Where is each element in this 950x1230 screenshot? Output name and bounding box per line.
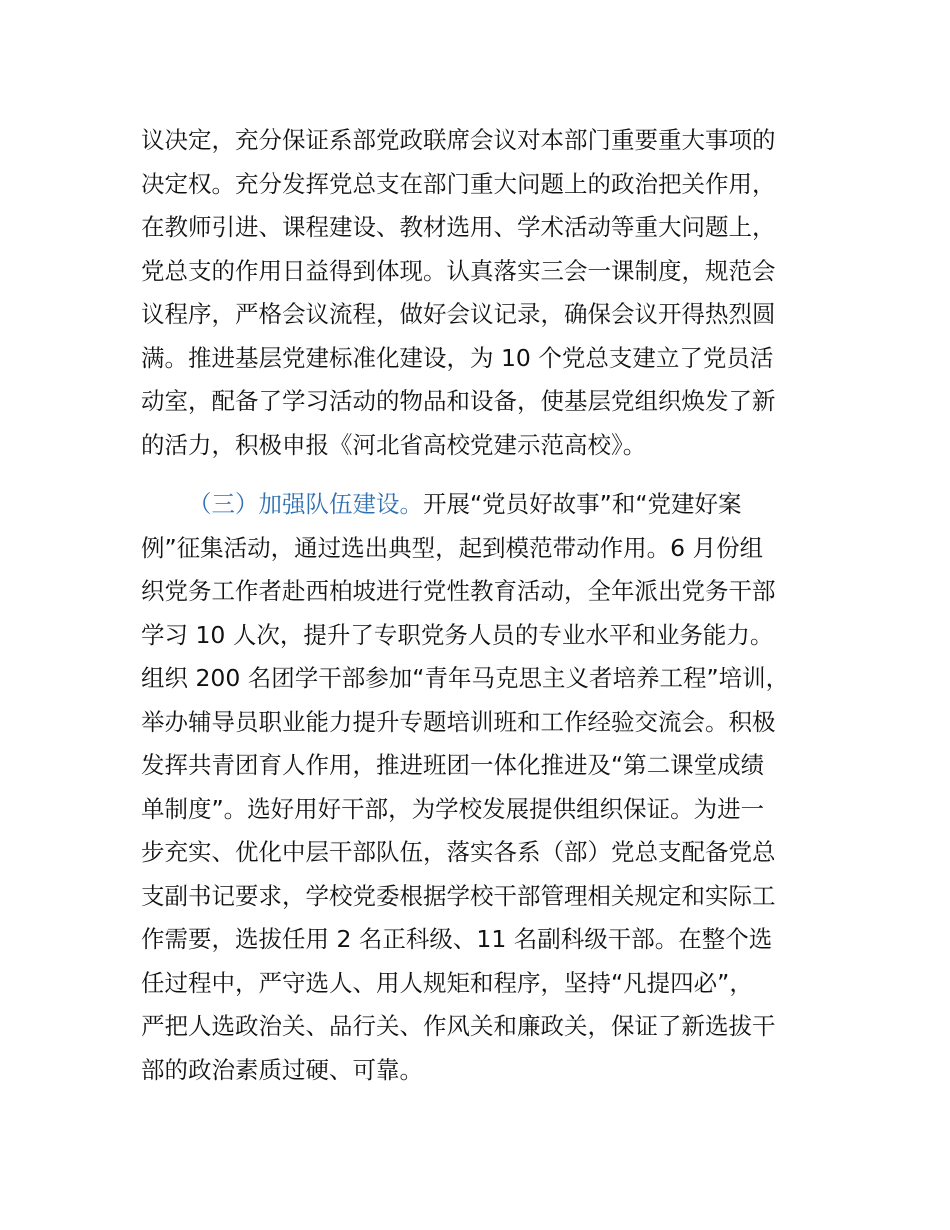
- paragraph-2-line-5: 组织 200 名团学干部参加“青年马克思主义者培养工程”培训，: [141, 664, 790, 692]
- paragraph-1-line-1: 议决定，充分保证系部党政联席会议对本部门重要重大事项的: [141, 126, 776, 154]
- paragraph-2-line-9: 步充实、优化中层干部队伍，落实各系（部）党总支配备党总: [141, 838, 776, 866]
- paragraph-2-line-7: 发挥共青团育人作用，推进班团一体化推进及“第二课堂成绩: [141, 751, 765, 779]
- section-heading: （三）加强队伍建设。: [188, 490, 423, 518]
- paragraph-2-line-13: 严把人选政治关、品行关、作风关和廉政关，保证了新选拔干: [141, 1012, 776, 1040]
- paragraph-2-line-8: 单制度”。选好用好干部，为学校发展提供组织保证。为进一: [141, 795, 765, 823]
- paragraph-2-line-4: 学习 10 人次，提升了专职党务人员的专业水平和业务能力。: [141, 621, 774, 649]
- paragraph-1-line-2: 决定权。充分发挥党总支在部门重大问题上的政治把关作用，: [141, 170, 776, 198]
- paragraph-2-line-12: 任过程中，严守选人、用人规矩和程序，坚持“凡提四必”，: [141, 969, 753, 997]
- paragraph-2-line-2: 例”征集活动，通过选出典型，起到模范带动作用。6 月份组: [141, 534, 764, 562]
- paragraph-2-line-1-text: 开展“党员好故事”和“党建好案: [423, 490, 742, 518]
- paragraph-1-line-5: 议程序，严格会议流程，做好会议记录，确保会议开得热烈圆: [141, 300, 776, 328]
- paragraph-1-line-3: 在教师引进、课程建设、教材选用、学术活动等重大问题上，: [141, 213, 776, 241]
- paragraph-2-line-10: 支副书记要求，学校党委根据学校干部管理相关规定和实际工: [141, 882, 776, 910]
- paragraph-2-line-1: [188, 489, 828, 519]
- paragraph-1-line-8: 的活力，积极申报《河北省高校党建示范高校》。: [141, 431, 647, 459]
- paragraph-1-line-4: 党总支的作用日益得到体现。认真落实三会一课制度，规范会: [141, 257, 776, 285]
- paragraph-2-line-6: 举办辅导员职业能力提升专题培训班和工作经验交流会。积极: [141, 708, 776, 736]
- paragraph-1-line-6: 满。推进基层党建标准化建设，为 10 个党总支建立了党员活: [141, 344, 774, 372]
- paragraph-2-line-11: 作需要，选拔任用 2 名正科级、11 名副科级干部。在整个选: [141, 925, 773, 953]
- paragraph-2-line-3: 织党务工作者赴西柏坡进行党性教育活动，全年派出党务干部: [141, 577, 776, 605]
- paragraph-1-line-7: 动室，配备了学习活动的物品和设备，使基层党组织焕发了新: [141, 387, 776, 415]
- paragraph-2-line-14: 部的政治素质过硬、可靠。: [141, 1056, 423, 1084]
